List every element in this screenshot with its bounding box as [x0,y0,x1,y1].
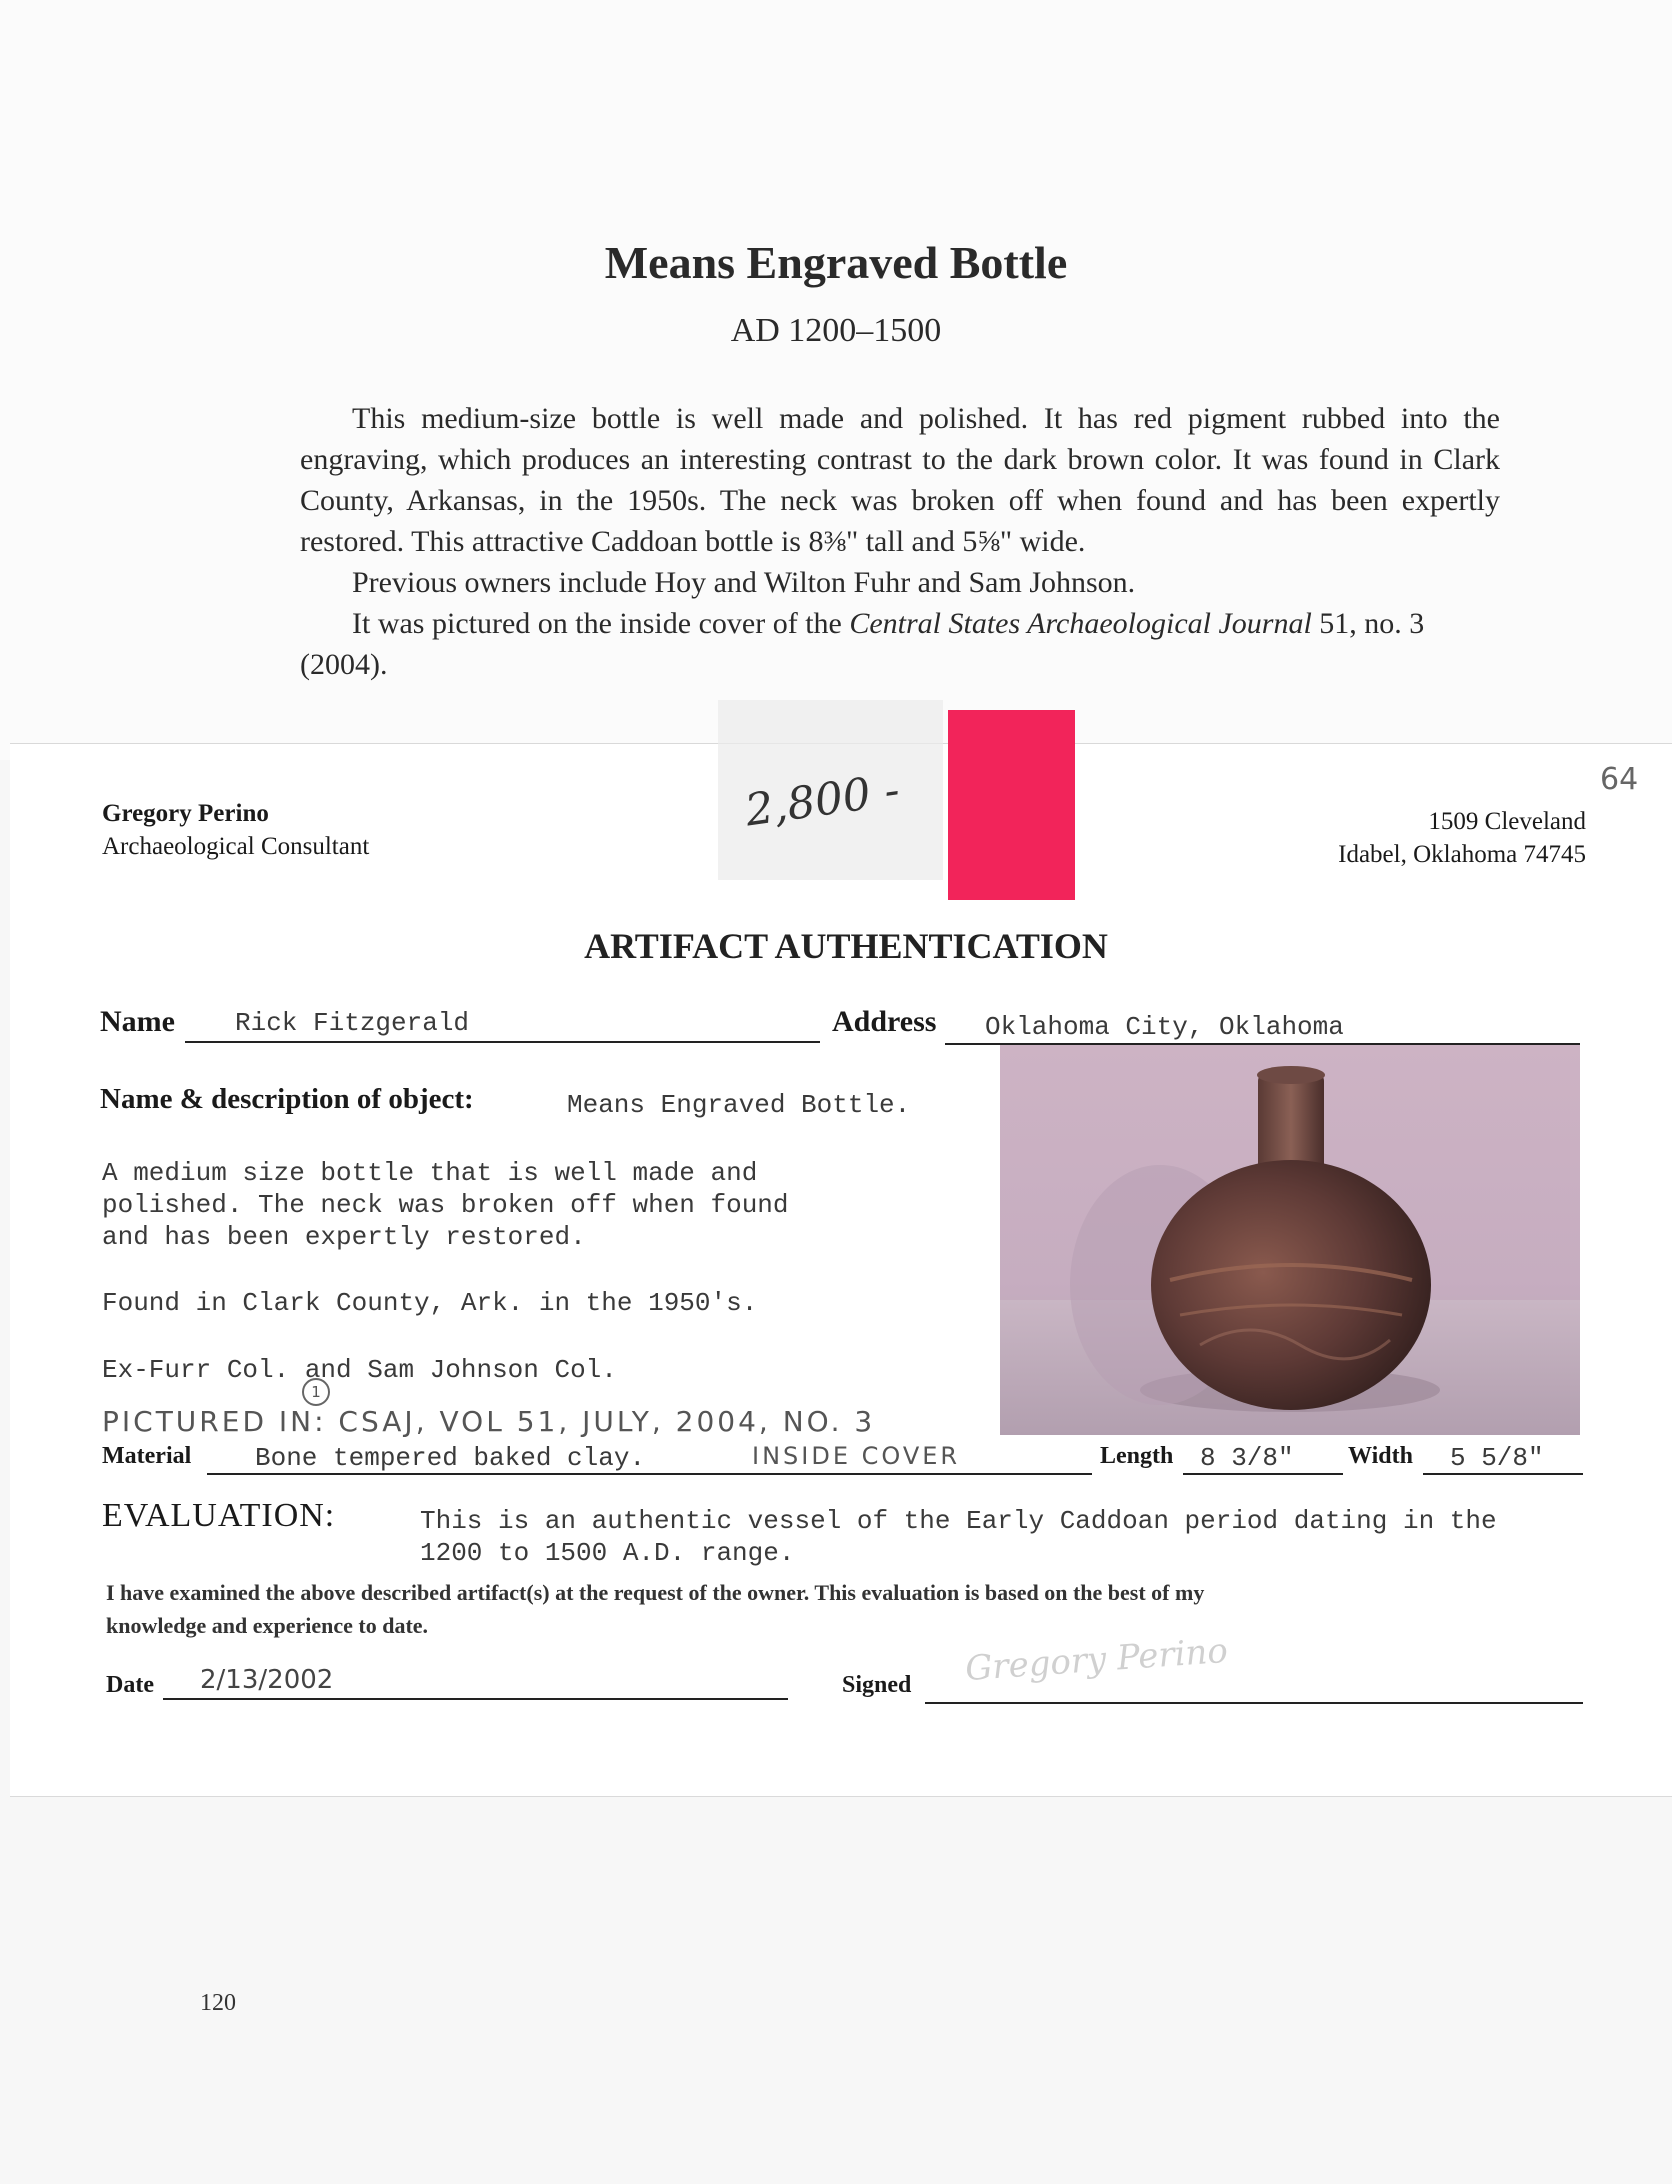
ex-collection-line: Ex-Furr Col. and Sam Johnson Col. [102,1355,617,1385]
consultant-title: Archaeological Consultant [102,833,370,860]
circle-note: 1 [302,1378,330,1406]
evaluation-line: 1200 to 1500 A.D. range. [420,1538,795,1568]
book-paragraph-2: Previous owners include Hoy and Wilton Fuhr and Sam Johnson. [352,566,1136,599]
statement-line: knowledge and experience to date. [106,1613,429,1638]
date-label: Date [106,1672,154,1698]
examiner-statement [106,1576,1556,1642]
page-number: 120 [200,1990,236,2016]
book-body [300,398,1500,685]
consultant-address-line2: Idabel, Oklahoma 74745 [1338,841,1586,868]
pictured-note: PICTURED IN: CSAJ, VOL 51, JULY, 2004, NO. 3 [102,1405,876,1438]
bottle-illustration [1000,1045,1580,1435]
book-paragraph-3: It was pictured on the inside cover of the Central States Archaeological Journal 51, no. 3 [352,607,1425,640]
address-value: Oklahoma City, Oklahoma [985,1012,1344,1042]
book-title: Means Engraved Bottle [604,237,1068,288]
certificate-heading: ARTIFACT AUTHENTICATION [584,926,1108,966]
description-line: A medium size bottle that is well made and [102,1158,758,1188]
artifact-photo [1000,1045,1580,1435]
object-value: Means Engraved Bottle. [567,1090,911,1120]
consultant-name: Gregory Perino [102,800,269,827]
address-label: Address [832,1005,937,1038]
book-paragraph-1: This medium-size bottle is well made and polished. It has red pigment rubbed into the engraving, which produces an interesting contrast to the dark brown color. It was found in Clark County, Arkansas, in the 1950s. The neck was broken off when found and has been expertly restored. This attractive Caddoan bottle is 8⅜" tall and 5⅝" wide. [300,402,1500,558]
width-value: 5 5/8" [1450,1443,1544,1473]
price-note-text: 2,800 - [742,764,903,837]
length-label: Length [1100,1443,1174,1469]
signed-label: Signed [842,1672,912,1698]
material-label: Material [102,1443,192,1469]
corner-number: 64 [1600,762,1639,797]
book-subtitle: AD 1200–1500 [730,312,942,349]
date-value: 2/13/2002 [200,1665,334,1695]
width-label: Width [1348,1443,1413,1469]
description-line: polished. The neck was broken off when found [102,1190,789,1220]
found-line: Found in Clark County, Ark. in the 1950's. [102,1288,758,1318]
name-value: Rick Fitzgerald [235,1008,470,1038]
evaluation-text [420,1505,1497,1569]
evaluation-line: This is an authentic vessel of the Early Caddoan period dating in the [420,1506,1497,1536]
consultant-address-line1: 1509 Cleveland [1428,808,1586,835]
inside-cover-note: INSIDE COVER [752,1442,961,1470]
object-description [102,1157,789,1253]
description-line: and has been expertly restored. [102,1222,586,1252]
book-paragraph-3-end: (2004). [300,648,388,681]
length-value: 8 3/8" [1200,1443,1294,1473]
signature: Gregory Perino [963,1630,1230,1690]
red-flag-tab [948,710,1075,900]
object-label: Name & description of object: [100,1083,474,1115]
material-value: Bone tempered baked clay. [255,1443,646,1473]
evaluation-label: EVALUATION: [102,1497,336,1534]
name-label: Name [100,1005,175,1038]
statement-line: I have examined the above described artifact(s) at the request of the owner. This evaluation is based on the best of my [106,1580,1205,1605]
